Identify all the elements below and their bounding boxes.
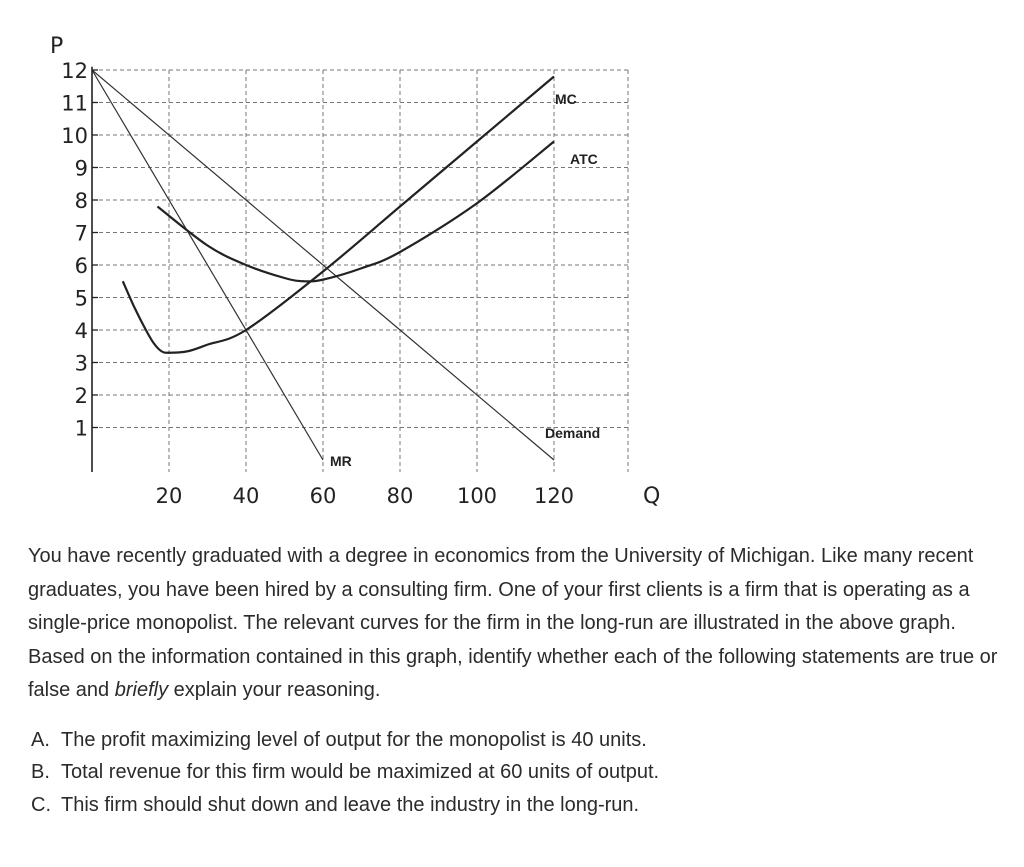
y-tick-label: 3 [74,351,88,376]
x-tick-label: 60 [309,484,337,508]
y-tick-label: 7 [74,221,88,246]
y-tick-label: 2 [74,384,88,408]
curve-atc [157,142,554,282]
curve-label-mr: MR [330,453,352,469]
x-tick-label: 20 [155,484,183,508]
intro-text-1: You have recently graduated with a degree in economics from the University of Michigan. Like many recent graduates, you have been hired by a consulting firm. One of your first clients is a firm that is operating as a single-price monopolist. The relevant curves for the firm in the long-run are illustrated in the above graph. Based on the information contained in this graph, identify whether each of the following statements are true or false and [28,545,998,701]
statement-text: This firm should shut down and leave the industry in the long-run. [61,793,640,816]
x-tick-label: 80 [386,484,414,508]
statement-list [28,724,1000,822]
chart-axes [61,59,574,508]
y-tick-label: 9 [74,156,88,181]
curve-label-demand: Demand [545,425,601,441]
y-tick-label: 11 [61,91,88,116]
y-tick-label: 6 [74,254,88,278]
statement-letter: C. [31,793,51,816]
question-block [28,540,1000,821]
statement-text: The profit maximizing level of output for the monopolist is 40 units. [61,728,647,751]
chart-grid [92,70,628,472]
x-tick-label: 100 [456,484,498,508]
curve-mc [123,77,554,353]
y-tick-label: 8 [74,189,88,213]
intro-text-2: explain your reasoning. [168,679,381,701]
statement-item [31,724,1000,757]
y-tick-label: 10 [61,124,88,148]
curve-label-mc: MC [555,91,577,107]
statement-item [31,756,1000,789]
y-axis-title: P [50,34,64,59]
y-tick-label: 5 [74,286,88,311]
statement-text: Total revenue for this firm would be maximized at 60 units of output. [61,761,660,783]
y-tick-label: 4 [74,319,88,343]
x-tick-label: 120 [533,484,575,508]
chart-labels [330,91,600,469]
statement-item [31,789,1000,822]
x-tick-label: 40 [232,484,260,508]
intro-emphasis: briefly [114,679,169,701]
y-tick-label: 12 [61,59,88,83]
x-axis-title: Q [643,484,661,509]
statement-letter: B. [31,761,50,783]
curve-label-atc: ATC [570,151,598,167]
y-tick-label: 1 [74,416,88,441]
question-intro [28,540,1000,708]
statement-letter: A. [31,728,50,751]
